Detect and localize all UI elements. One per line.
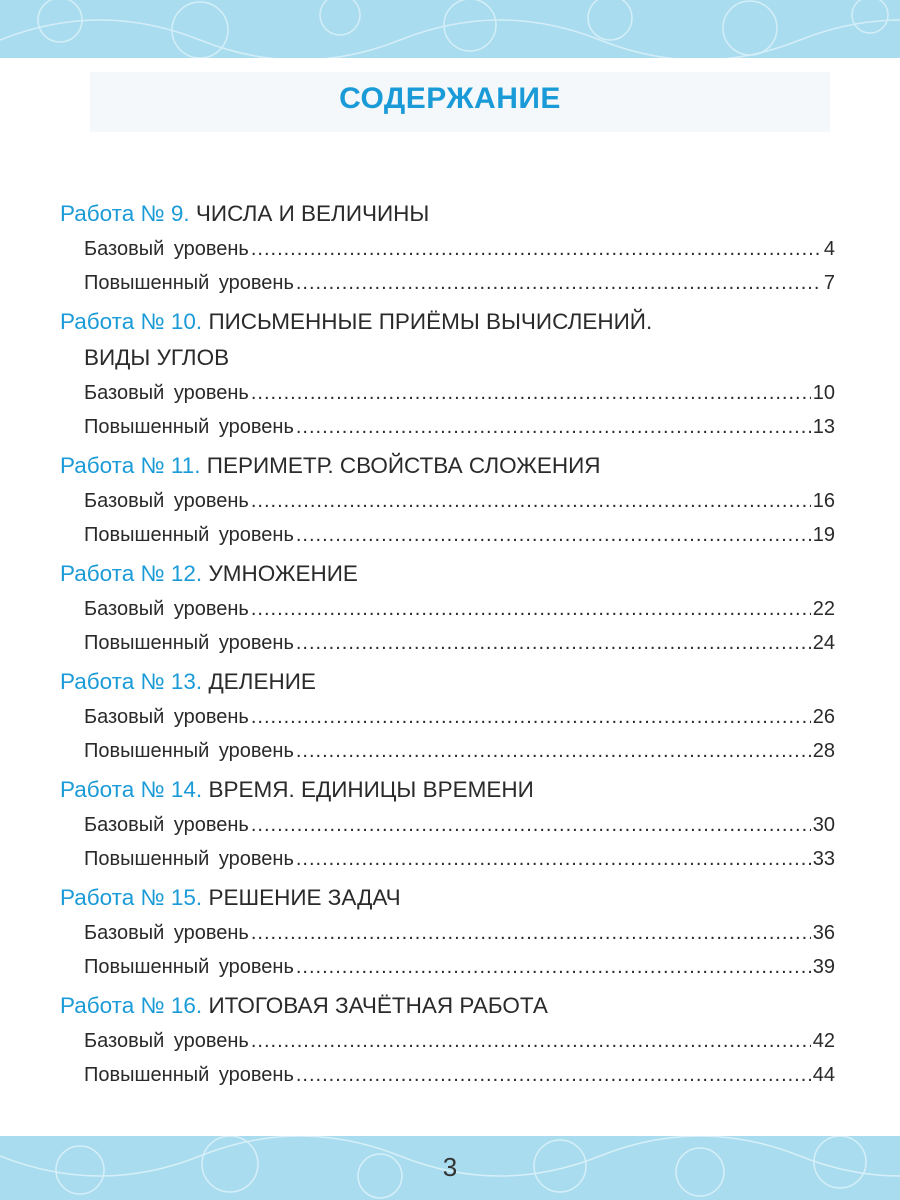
work-number: Работа № 13. (60, 669, 203, 694)
page-ref: 42 (812, 1030, 835, 1052)
leader-dots (251, 808, 811, 842)
work-number: Работа № 12. (60, 561, 203, 586)
work-number: Работа № 15. (60, 885, 203, 910)
page-ref: 26 (812, 706, 835, 728)
row-label: Базовый уровень (84, 382, 249, 404)
leader-dots (296, 626, 811, 660)
leader-dots (296, 1058, 811, 1092)
toc-entry-heading (60, 556, 835, 592)
work-number: Работа № 9. (60, 201, 190, 226)
work-number: Работа № 14. (60, 777, 203, 802)
toc-entry-heading (60, 304, 835, 340)
row-label: Базовый уровень (84, 598, 249, 620)
row-label: Повышенный уровень (84, 1064, 294, 1086)
toc-entry-10 (60, 304, 835, 444)
decorative-lace-band-top (0, 0, 900, 58)
page-ref: 19 (812, 524, 835, 546)
leader-dots (251, 592, 811, 626)
toc-row-advanced[interactable] (60, 626, 835, 660)
leader-dots (251, 376, 811, 410)
row-label: Базовый уровень (84, 814, 249, 836)
page-ref: 16 (812, 490, 835, 512)
toc-entry-15 (60, 880, 835, 984)
page-number: 3 (442, 1152, 458, 1182)
work-title: ПЕРИМЕТР. СВОЙСТВА СЛОЖЕНИЯ (206, 453, 601, 478)
leader-dots (296, 842, 811, 876)
page-ref: 33 (812, 848, 835, 870)
toc-entry-heading (60, 448, 835, 484)
toc-row-advanced[interactable] (60, 518, 835, 552)
toc-entry-heading (60, 664, 835, 700)
toc-entry-16 (60, 988, 835, 1092)
row-label: Повышенный уровень (84, 416, 294, 438)
toc-entry-13 (60, 664, 835, 768)
page-title: СОДЕРЖАНИЕ (339, 82, 561, 115)
work-title-continued: ВИДЫ УГЛОВ (84, 345, 230, 370)
toc-row-advanced[interactable] (60, 734, 835, 768)
table-of-contents (60, 196, 835, 1096)
toc-row-basic[interactable] (60, 916, 835, 950)
toc-entry-11 (60, 448, 835, 552)
toc-entry-9 (60, 196, 835, 300)
page-ref: 24 (812, 632, 835, 654)
toc-entry-heading (60, 880, 835, 916)
leader-dots (251, 232, 822, 266)
page-ref: 39 (812, 956, 835, 978)
leader-dots (296, 518, 811, 552)
row-label: Повышенный уровень (84, 740, 294, 762)
toc-row-advanced[interactable] (60, 410, 835, 444)
toc-row-advanced[interactable] (60, 842, 835, 876)
toc-entry-12 (60, 556, 835, 660)
toc-row-basic[interactable] (60, 700, 835, 734)
toc-row-basic[interactable] (60, 808, 835, 842)
row-label: Базовый уровень (84, 490, 249, 512)
work-title: ЧИСЛА И ВЕЛИЧИНЫ (195, 201, 430, 226)
row-label: Базовый уровень (84, 706, 249, 728)
leader-dots (251, 700, 811, 734)
toc-row-advanced[interactable] (60, 950, 835, 984)
toc-row-advanced[interactable] (60, 1058, 835, 1092)
row-label: Базовый уровень (84, 1030, 249, 1052)
work-title: ДЕЛЕНИЕ (208, 669, 316, 694)
leader-dots (296, 266, 822, 300)
row-label: Базовый уровень (84, 922, 249, 944)
work-title: ПИСЬМЕННЫЕ ПРИЁМЫ ВЫЧИСЛЕНИЙ. (208, 309, 653, 334)
toc-row-basic[interactable] (60, 232, 835, 266)
leader-dots (251, 484, 811, 518)
lace-pattern-icon (0, 0, 900, 58)
row-label: Повышенный уровень (84, 272, 294, 294)
toc-entry-heading (60, 196, 835, 232)
toc-row-basic[interactable] (60, 592, 835, 626)
page-ref: 4 (823, 238, 835, 260)
page-ref: 28 (812, 740, 835, 762)
page-ref: 10 (812, 382, 835, 404)
work-number: Работа № 11. (60, 453, 201, 478)
toc-row-basic[interactable] (60, 1024, 835, 1058)
page-ref: 7 (823, 272, 835, 294)
page-ref: 44 (812, 1064, 835, 1086)
leader-dots (251, 1024, 811, 1058)
work-number: Работа № 16. (60, 993, 203, 1018)
work-title: УМНОЖЕНИЕ (208, 561, 358, 586)
row-label: Повышенный уровень (84, 524, 294, 546)
row-label: Повышенный уровень (84, 848, 294, 870)
row-label: Повышенный уровень (84, 956, 294, 978)
toc-row-advanced[interactable] (60, 266, 835, 300)
page-ref: 36 (812, 922, 835, 944)
work-title: ВРЕМЯ. ЕДИНИЦЫ ВРЕМЕНИ (208, 777, 534, 802)
page-ref: 13 (812, 416, 835, 438)
toc-row-basic[interactable] (60, 484, 835, 518)
toc-entry-heading (60, 988, 835, 1024)
leader-dots (296, 734, 811, 768)
page-ref: 30 (812, 814, 835, 836)
work-number: Работа № 10. (60, 309, 203, 334)
row-label: Базовый уровень (84, 238, 249, 260)
page-ref: 22 (812, 598, 835, 620)
work-title: ИТОГОВАЯ ЗАЧЁТНАЯ РАБОТА (208, 993, 548, 1018)
leader-dots (296, 410, 811, 444)
work-title: РЕШЕНИЕ ЗАДАЧ (208, 885, 401, 910)
leader-dots (296, 950, 811, 984)
toc-entry-14 (60, 772, 835, 876)
toc-row-basic[interactable] (60, 376, 835, 410)
toc-entry-heading (60, 772, 835, 808)
row-label: Повышенный уровень (84, 632, 294, 654)
leader-dots (251, 916, 811, 950)
